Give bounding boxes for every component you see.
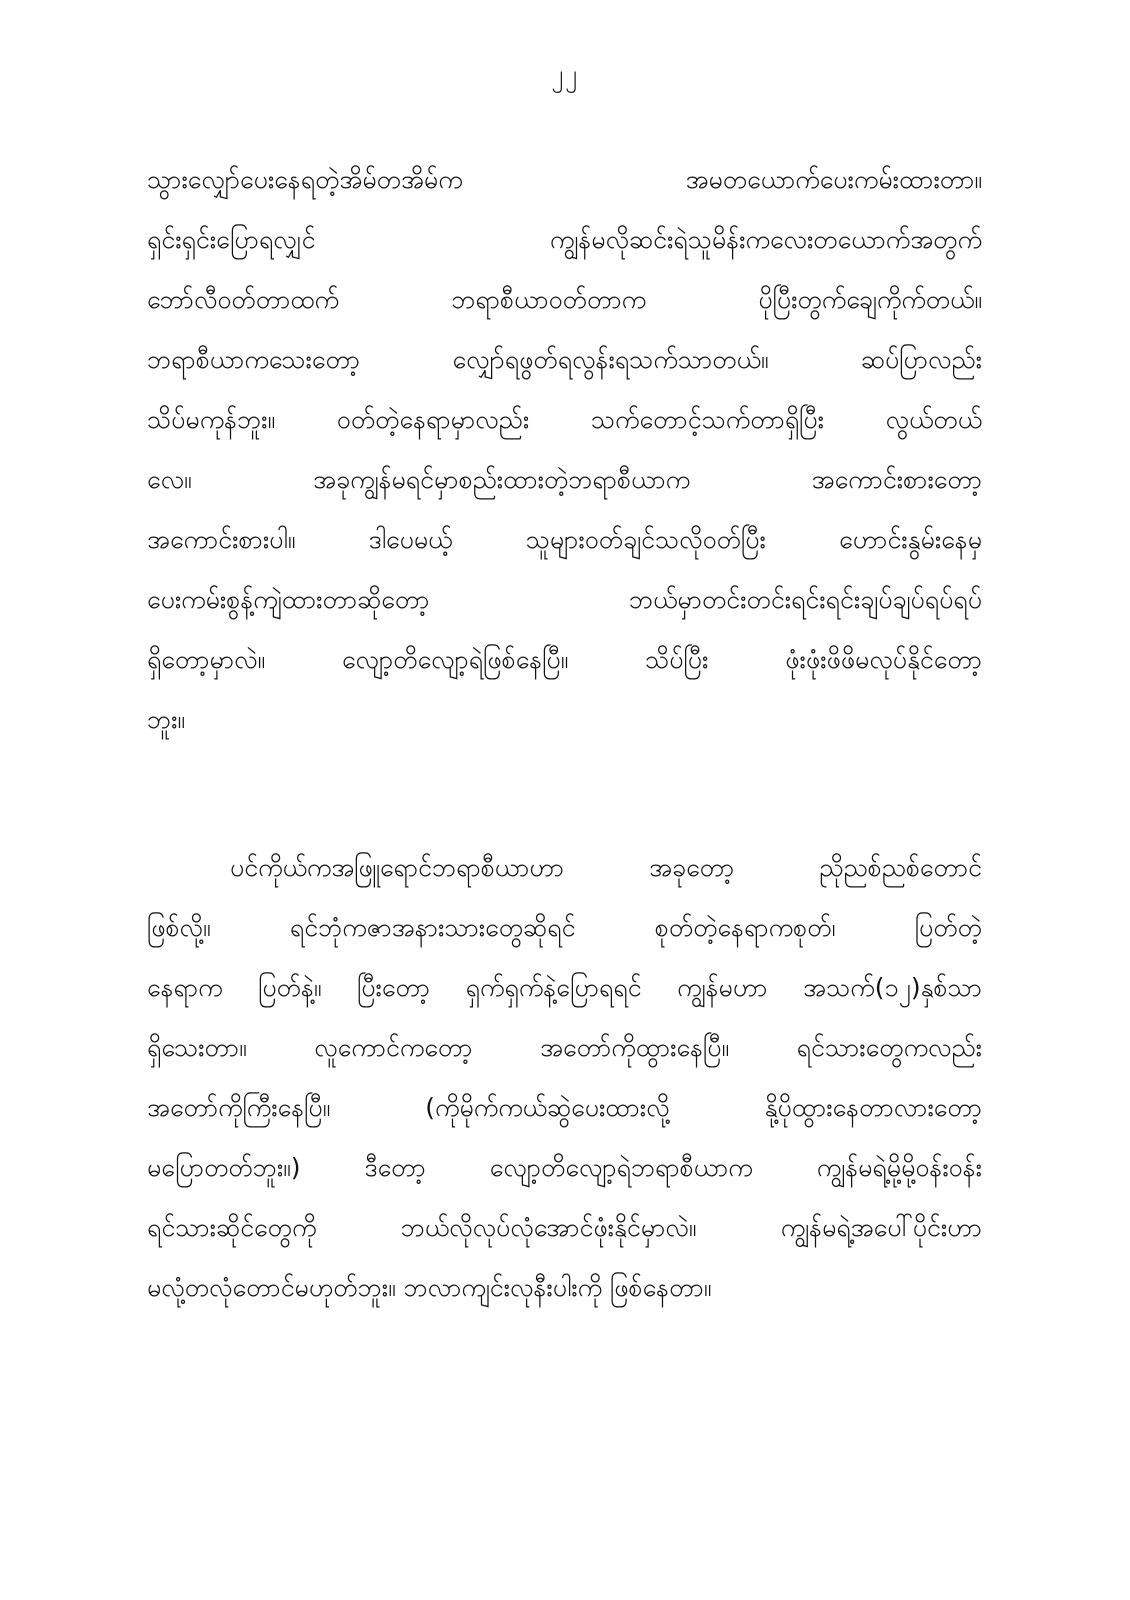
text-line: အကောင်းစားပါ။ ဒါပေမယ့် သူများဝတ်ချင်သလိုဝတ်ပြီး ဟောင်းနွမ်းနေမှ: [147, 525, 982, 554]
text-line: ဘရာစီယာကသေးတော့ လျှော်ရဖွတ်ရလွန်းရသက်သာတယ်။ ဆပ်ပြာလည်း: [147, 345, 982, 374]
page-number: ၂၂: [551, 60, 579, 88]
text-line: ဘူး။: [147, 705, 185, 734]
text-line: သွားလျှော်ပေးနေရတဲ့အိမ်တအိမ်က အမတယောက်ပေးကမ်းထားတာ။: [147, 165, 982, 194]
text-line: နေရာက ပြတ်နဲ့။ ပြီးတော့ ရှက်ရှက်နဲ့ပြောရရင် ကျွန်မဟာ အသက်(၁၂)နှစ်သာ: [147, 973, 982, 1002]
text-line: ရင်သားဆိုင်တွေကို ဘယ်လိုလုပ်လုံအောင်ဖုံးနိုင်မှာလဲ။ ကျွန်မရဲ့အပေါ်ပိုင်းဟာ: [147, 1213, 982, 1242]
paragraph-2: [147, 838, 982, 1318]
text-line: ရှိတော့မှာလဲ။ လျော့တိလျော့ရဲဖြစ်နေပြီ။ သိပ်ပြီး ဖုံးဖုံးဖိဖိမလုပ်နိုင်တော့: [147, 645, 982, 674]
text-line: ပင်ကိုယ်ကအဖြူရောင်ဘရာစီယာဟာ အခုတော့ ညိုညစ်ညစ်တောင်: [230, 853, 982, 882]
text-line: ပေးကမ်းစွန့်ကျဲထားတာဆိုတော့ ဘယ်မှာတင်းတင်းရင်းရင်းချပ်ချပ်ရပ်ရပ်: [147, 585, 982, 614]
text-line: လေ။ အခုကျွန်မရင်မှာစည်းထားတဲ့ဘရာစီယာက အကောင်းစားတော့: [147, 465, 982, 494]
paragraph-1: [147, 150, 982, 750]
text-line: မပြောတတ်ဘူး။) ဒီတော့ လျော့တိလျော့ရဲဘရာစီယာက ကျွန်မရဲ့မို့မို့ဝန်းဝန်း: [147, 1153, 982, 1182]
text-line: ဘော်လီဝတ်တာထက် ဘရာစီယာဝတ်တာက ပိုပြီးတွက်ချေကိုက်တယ်။: [147, 285, 982, 314]
text-line: မလုံ့တလုံတောင်မဟုတ်ဘူး။ ဘလာကျင်းလုနီးပါးကို ဖြစ်နေတာ။: [147, 1273, 712, 1302]
text-line: ဖြစ်လို့။ ရင်ဘုံကဇာအနားသားတွေဆိုရင် စုတ်တဲ့နေရာကစုတ်၊ ပြတ်တဲ့: [147, 913, 982, 942]
text-line: သိပ်မကုန်ဘူး။ ဝတ်တဲ့နေရာမှာလည်း သက်တောင့်သက်တာရှိပြီး လွယ်တယ်: [147, 405, 982, 434]
text-line: ရှင်းရှင်းပြောရလျှင် ကျွန်မလိုဆင်းရဲသူမိန်းကလေးတယောက်အတွက်: [147, 225, 982, 254]
text-line: အတော်ကိုကြီးနေပြီ။ (ကိုမိုက်ကယ်ဆွဲပေးထားလို့ နို့ပိုထွားနေတာလားတော့: [147, 1093, 982, 1122]
text-line: ရှိသေးတာ။ လူကောင်ကတော့ အတော်ကိုထွားနေပြီ။ ရင်သားတွေကလည်း: [147, 1033, 982, 1062]
